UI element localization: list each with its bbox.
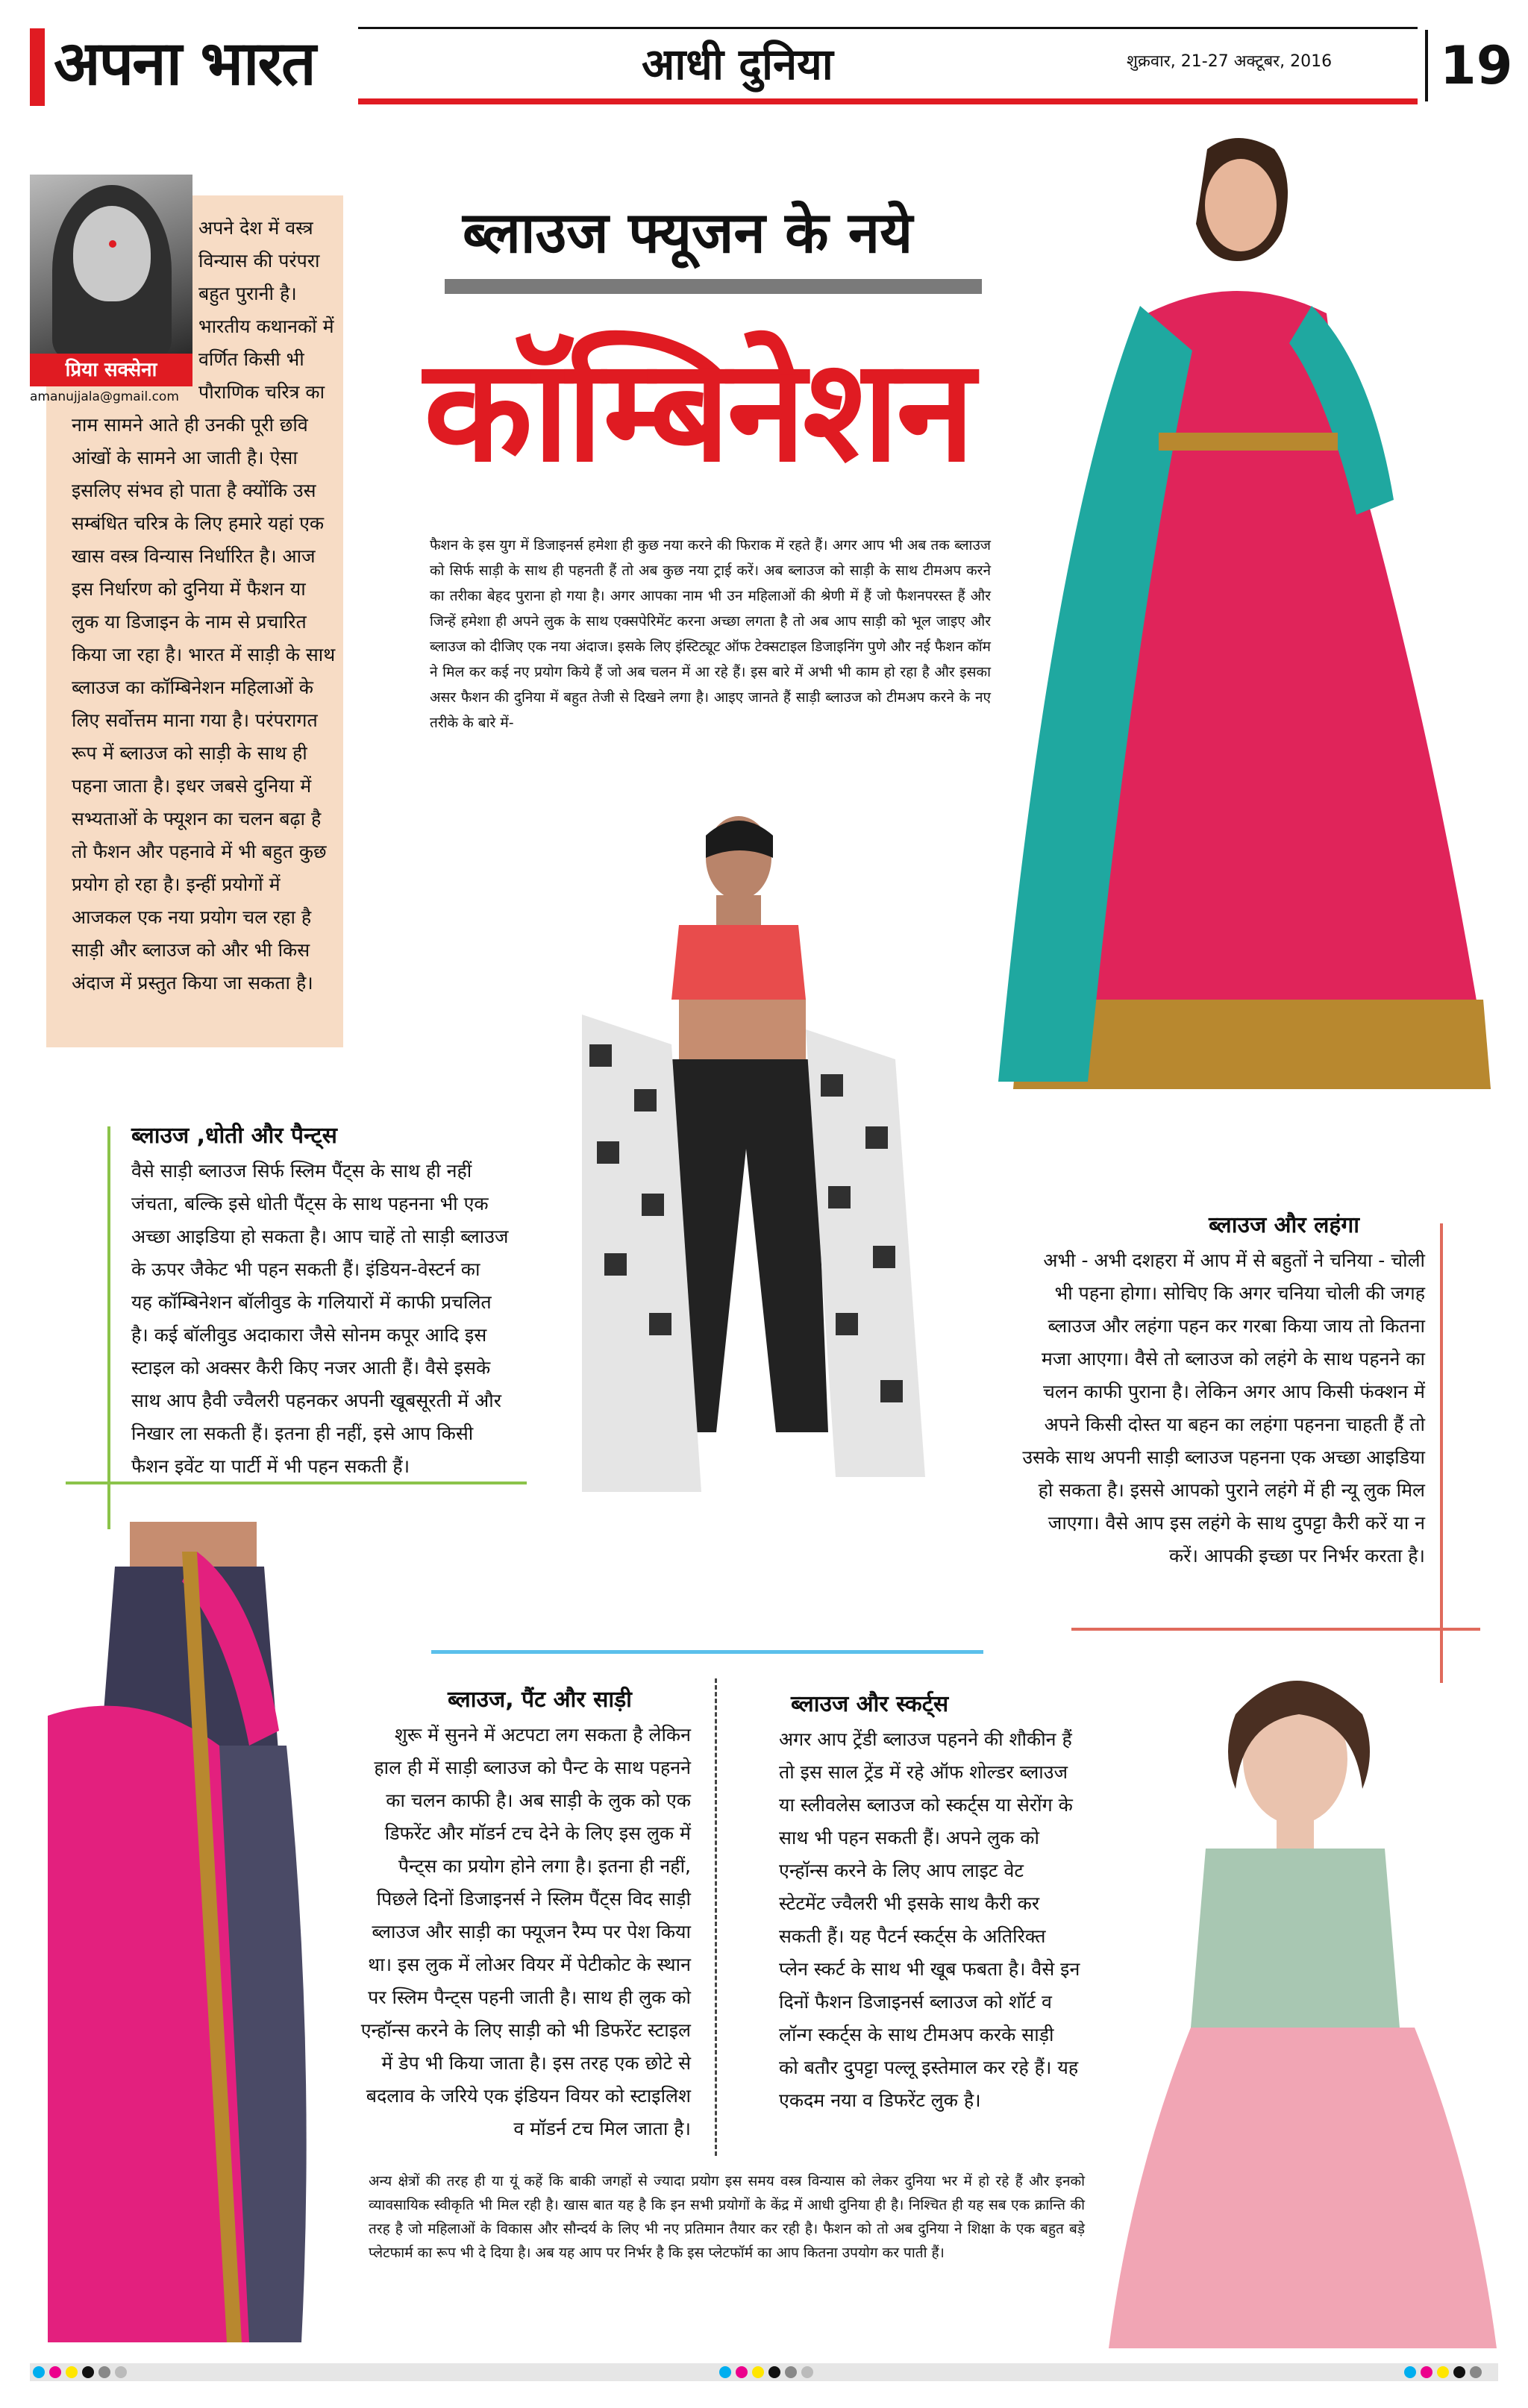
- headline-kicker: ब्लाउज फ्यूजन के नये: [463, 199, 913, 266]
- body-line: बदलाव के जरिये एक इंडियन वियर को स्टाइलिश: [366, 2085, 691, 2107]
- lead-line: अपने देश में वस्त्र: [198, 217, 313, 239]
- lead-line: आजकल एक नया प्रयोग चल रहा है: [72, 906, 312, 928]
- body-line: के ऊपर जैकेट भी पहन सकती हैं। इंडियन-वेस्टर्न का: [131, 1258, 480, 1280]
- lead-line: किया जा रहा है। भारत में साड़ी के साथ: [72, 644, 336, 665]
- registration-dot: [736, 2366, 748, 2378]
- registration-dot: [752, 2366, 764, 2378]
- body-line: एन्हॉन्स करने के लिए साड़ी को भी डिफरेंट स्टाइल: [360, 2019, 691, 2041]
- body-line: पिछले दिनों डिजाइनर्स ने स्लिम पैंट्स विद साड़ी: [376, 1888, 691, 1910]
- body-line: पैन्ट्स का प्रयोग होने लगा है। इतना ही नहीं,: [398, 1855, 691, 1877]
- divider-salmon-horizontal: [1071, 1628, 1480, 1631]
- body-line: यह कॉम्बिनेशन बॉलीवुड के गलियारों में काफी प्रचलित: [131, 1291, 492, 1313]
- section-title: आधी दुनिया: [642, 39, 833, 90]
- body-line: पर स्लिम पैन्ट्स पहनी जाती है। साथ ही लुक को: [368, 1987, 691, 2008]
- divider-salmon-vertical: [1440, 1223, 1443, 1683]
- registration-dot: [98, 2366, 110, 2378]
- lead-line: विन्यास की परंपरा: [198, 250, 320, 272]
- body-line: निखार ला सकती हैं। इतना ही नहीं, इसे आप किसी: [131, 1423, 474, 1444]
- body-line: तो इस साल ट्रेंड में रहे ऑफ शोल्डर ब्लाउज: [779, 1761, 1068, 1783]
- registration-dot: [1404, 2366, 1416, 2378]
- registration-dot: [49, 2366, 61, 2378]
- body-line: एकदम नया व डिफरेंट लुक है।: [779, 2089, 981, 2111]
- lead-line: रूप में ब्लाउज को साड़ी के साथ ही: [72, 742, 307, 764]
- masthead-logo: अपना भारत: [54, 28, 315, 99]
- body-line: साथ आप हैवी ज्वैलरी पहनकर अपनी खूबसूरती में और: [131, 1390, 501, 1411]
- author-email: amanujjala@gmail.com: [30, 389, 179, 404]
- body-line: करें। आपकी इच्छा पर निर्भर करता है।: [1169, 1545, 1425, 1567]
- body-line: साथ भी पहन सकती हैं। अपने लुक को: [779, 1827, 1039, 1849]
- body-line: प्लेन स्कर्ट के साथ भी खूब फबता है। वैसे इन: [779, 1958, 1080, 1980]
- body-line: जाएगा। वैसे आप इस लहंगे के साथ दुपट्टा कैरी करें या न: [1048, 1512, 1425, 1534]
- lead-line: ब्लाउज का कॉम्बिनेशन महिलाओं के: [72, 677, 313, 698]
- registration-dot: [1453, 2366, 1465, 2378]
- lead-line: तो फैशन और पहनावे में भी बहुत कुछ: [72, 841, 327, 862]
- body-line: ब्लाउज और लहंगा पहन कर गरबा किया जाय तो कितना: [1048, 1315, 1425, 1337]
- body-line: ब्लाउज और साड़ी का फ्यूजन रैम्प पर पेश किया: [372, 1921, 691, 1943]
- footer-strip: [30, 2363, 1498, 2381]
- body-line: फैशन इवेंट या पार्टी में भी पहन सकती हैं।: [131, 1455, 410, 1477]
- photo-lehenga-model: [983, 119, 1491, 1141]
- body-line: एन्हॉन्स करने के लिए आप लाइट वेट: [779, 1860, 1024, 1881]
- kicker-underline: [445, 279, 982, 294]
- body-line: मजा आएगा। वैसे तो ब्लाउज को लहंगे के साथ पहनने का: [1041, 1348, 1425, 1370]
- body-line: दिनों फैशन डिजाइनर्स ब्लाउज को शॉर्ट व: [779, 1991, 1052, 2013]
- divider-blue-horizontal: [431, 1650, 983, 1654]
- lead-line: खास वस्त्र विन्यास निर्धारित है। आज: [72, 545, 316, 567]
- lead-line: आंखों के सामने आ जाती है। ऐसा: [72, 447, 298, 468]
- registration-dot: [719, 2366, 731, 2378]
- photo-dhoti-model: [537, 806, 925, 1522]
- body-line: जंचता, बल्कि इसे धोती पैंट्स के साथ पहनना भी एक: [131, 1193, 489, 1214]
- body-line: स्टेटमेंट ज्वैलरी भी इसके साथ कैरी कर: [779, 1893, 1040, 1914]
- page-number: 19: [1425, 30, 1512, 101]
- lead-line: लुक या डिजाइन के नाम से प्रचारित: [72, 611, 307, 633]
- body-line: था। इस लुक में लोअर वियर में पेटीकोट के स्थान: [368, 1954, 691, 1975]
- body-line: अच्छा आइडिया हो सकता है। आप चाहें तो साड़ी ब्लाउज: [131, 1226, 509, 1247]
- body-line: व मॉडर्न टच मिल जाता है।: [513, 2118, 691, 2139]
- lead-line: पौराणिक चरित्र का: [198, 381, 325, 403]
- photo-saree-pant-model: [48, 1522, 331, 2350]
- body-line: शुरू में सुनने में अटपटा लग सकता है लेकिन: [394, 1724, 691, 1746]
- issue-date: शुक्रवार, 21-27 अक्टूबर, 2016: [1127, 52, 1333, 71]
- lead-line: अंदाज में प्रस्तुत किया जा सकता है।: [72, 972, 313, 994]
- body-line: अगर आप ट्रेंडी ब्लाउज पहनने की शौकीन हैं: [779, 1728, 1072, 1750]
- body-line: उसके साथ अपनी साड़ी ब्लाउज पहनना एक अच्छा आइडिया: [1022, 1446, 1425, 1468]
- headline-main: कॉम्बिनेशन: [424, 328, 972, 493]
- divider-dashed-vertical: [715, 1678, 717, 2156]
- closing-paragraph: अन्य क्षेत्रों की तरह ही या यूं कहें कि बाकी जगहों से ज्यादा प्रयोग इस समय वस्त्र विन्यास को लेकर दुनिया भर में हो रहे हैं और इनको व्यावसायिक स्वीकृति भी मिल रही है। खास बात यह है कि इन सभी प्रयोगों के केंद्र में आधी दुनिया ही है। निश्चित ही यह सब एक क्रान्ति की तरह है जो महिलाओं के विकास और सौन्दर्य के लिए भी नए प्रतिमान तैयार कर रही है। फैशन को तो अब दुनिया ने शिक्षा के एक बहुत बड़े प्लेटफार्म का रूप भी दे दिया है। अब यह आप पर निर्भर है कि इस प्लेटफॉर्म का आप कितना उपयोग कर पाती हैं।: [369, 2173, 1085, 2261]
- registration-dot: [1437, 2366, 1449, 2378]
- lead-line: पहना जाता है। इधर जबसे दुनिया में: [72, 775, 312, 797]
- registration-dot: [1470, 2366, 1482, 2378]
- lead-line: सम्बंधित चरित्र के लिए हमारे यहां एक: [72, 512, 325, 534]
- registration-dot: [1421, 2366, 1432, 2378]
- lead-line: सभ्यताओं के फ्यूशन का चलन बढ़ा है: [72, 808, 322, 830]
- registration-dot: [801, 2366, 813, 2378]
- registration-dot: [33, 2366, 45, 2378]
- photo-skirt-model: [1109, 1655, 1497, 2348]
- body-line: को बतौर दुपट्टा पल्लू इस्तेमाल कर रहे हैं। यह: [779, 2057, 1079, 2078]
- lead-line: इस निर्धारण को दुनिया में फैशन या: [72, 578, 306, 600]
- lead-line: भारतीय कथानकों में: [198, 316, 334, 337]
- body-line: लॉन्ग स्कर्ट्स के साथ टीमअप करके साड़ी: [779, 2024, 1054, 2045]
- body-line: या स्लीवलेस ब्लाउज को स्कर्ट्स या सेरोंग के: [779, 1794, 1073, 1816]
- header-rule-red: [358, 98, 1418, 104]
- lead-line: साड़ी और ब्लाउज को और भी किस: [72, 939, 310, 961]
- registration-dot: [768, 2366, 780, 2378]
- body-line: भी पहना होगा। सोचिए कि अगर चनिया चोली की जगह: [1054, 1282, 1425, 1304]
- body-line: अभी - अभी दशहरा में आप में से बहुतों ने चनिया - चोली: [1043, 1250, 1425, 1271]
- registration-dot: [115, 2366, 127, 2378]
- body-line: हो सकता है। इससे आपको पुराने लहंगे में ही न्यू लुक मिल: [1038, 1479, 1425, 1501]
- body-line: डिफरेंट और मॉडर्न टच देने के लिए इस लुक में: [384, 1822, 691, 1844]
- body-line: में डेप भी किया जाता है। इस तरह एक छोटे से: [381, 2052, 691, 2074]
- author-name: प्रिया सक्सेना: [30, 354, 192, 386]
- header-rule-top: [358, 27, 1418, 29]
- lead-line: इसलिए संभव हो पाता है क्योंकि उस: [72, 480, 316, 501]
- intro-paragraph: फैशन के इस युग में डिजाइनर्स हमेशा ही कुछ नया करने की फिराक में रहते हैं। अगर आप भी अब तक ब्लाउज को सिर्फ साड़ी के साथ ही पहनती हैं तो अब कुछ नया ट्राई करें। अब ब्लाउज को साड़ी के साथ टीमअप करने का तरीका बेहद पुराना हो गया है। अगर आपका नाम भी उन महिलाओं की श्रेणी में हैं जो फैशनपरस्त हैं और जिन्हें हमेशा ही अपने लुक के साथ एक्सपेरिमेंट करना अच्छा लगता है तो अब आप साड़ी को भूल जाइए और ब्लाउज को दीजिए एक नया अंदाज। इसके लिए इंस्टिट्यूट ऑफ टेक्सटाइल डिजाइनिंग पुणे और नई फैशन कॉम ने मिल कर कई नए प्रयोग किये हैं जो अब चलन में आ रहे हैं। इस बारे में अभी भी काम हो रहा है और इसका असर फैशन की दुनिया में बहुत तेजी से दिखने लगा है। आइए जानते हैं साड़ी ब्लाउज को टीमअप करने के नए तरीके के बारे में-: [430, 537, 991, 731]
- body-line: का चलन काफी है। अब साड़ी के लुक को एक: [386, 1790, 691, 1811]
- lead-line: बहुत पुरानी है।: [198, 283, 297, 304]
- lead-line: प्रयोग हो रहा है। इन्हीं प्रयोगों में: [72, 874, 281, 895]
- body-line: अपने किसी दोस्त या बहन का लहंगा पहनना चाहती हैं तो: [1044, 1414, 1425, 1435]
- section-heading-skirts: ब्लाउज और स्कर्ट्स: [791, 1691, 949, 1717]
- lead-line: लिए सर्वोत्तम माना गया है। परंपरागत: [72, 709, 318, 731]
- body-line: हाल ही में साड़ी ब्लाउज को पैन्ट के साथ पहनने: [374, 1757, 691, 1778]
- body-line: चलन काफी पुराना है। लेकिन अगर आप किसी फंक्शन में: [1042, 1381, 1425, 1402]
- body-line: सकती हैं। यह पैटर्न स्कर्ट्स के अतिरिक्त: [779, 1925, 1046, 1947]
- author-photo: [30, 175, 192, 354]
- lead-line: नाम सामने आते ही उनकी पूरी छवि: [72, 414, 308, 436]
- section-heading-dhoti: ब्लाउज ,धोती और पैन्ट्स: [131, 1123, 337, 1149]
- registration-dot: [785, 2366, 797, 2378]
- body-line: स्टाइल को अक्सर कैरी किए नजर आती हैं। वैसे इसके: [131, 1357, 491, 1379]
- body-line: वैसे साड़ी ब्लाउज सिर्फ स्लिम पैंट्स के साथ ही नहीं: [131, 1160, 472, 1182]
- body-line: है। कई बॉलीवुड अदाकारा जैसे सोनम कपूर आदि इस: [131, 1324, 487, 1346]
- section-heading-pant: ब्लाउज, पैंट और साड़ी: [448, 1687, 632, 1713]
- divider-green-vertical: [107, 1126, 110, 1529]
- lead-line: वर्णित किसी भी: [198, 348, 304, 370]
- section-heading-lehenga: ब्लाउज और लहंगा: [1209, 1212, 1359, 1238]
- registration-dot: [66, 2366, 78, 2378]
- masthead-accent-bar: [30, 28, 45, 106]
- registration-dot: [82, 2366, 94, 2378]
